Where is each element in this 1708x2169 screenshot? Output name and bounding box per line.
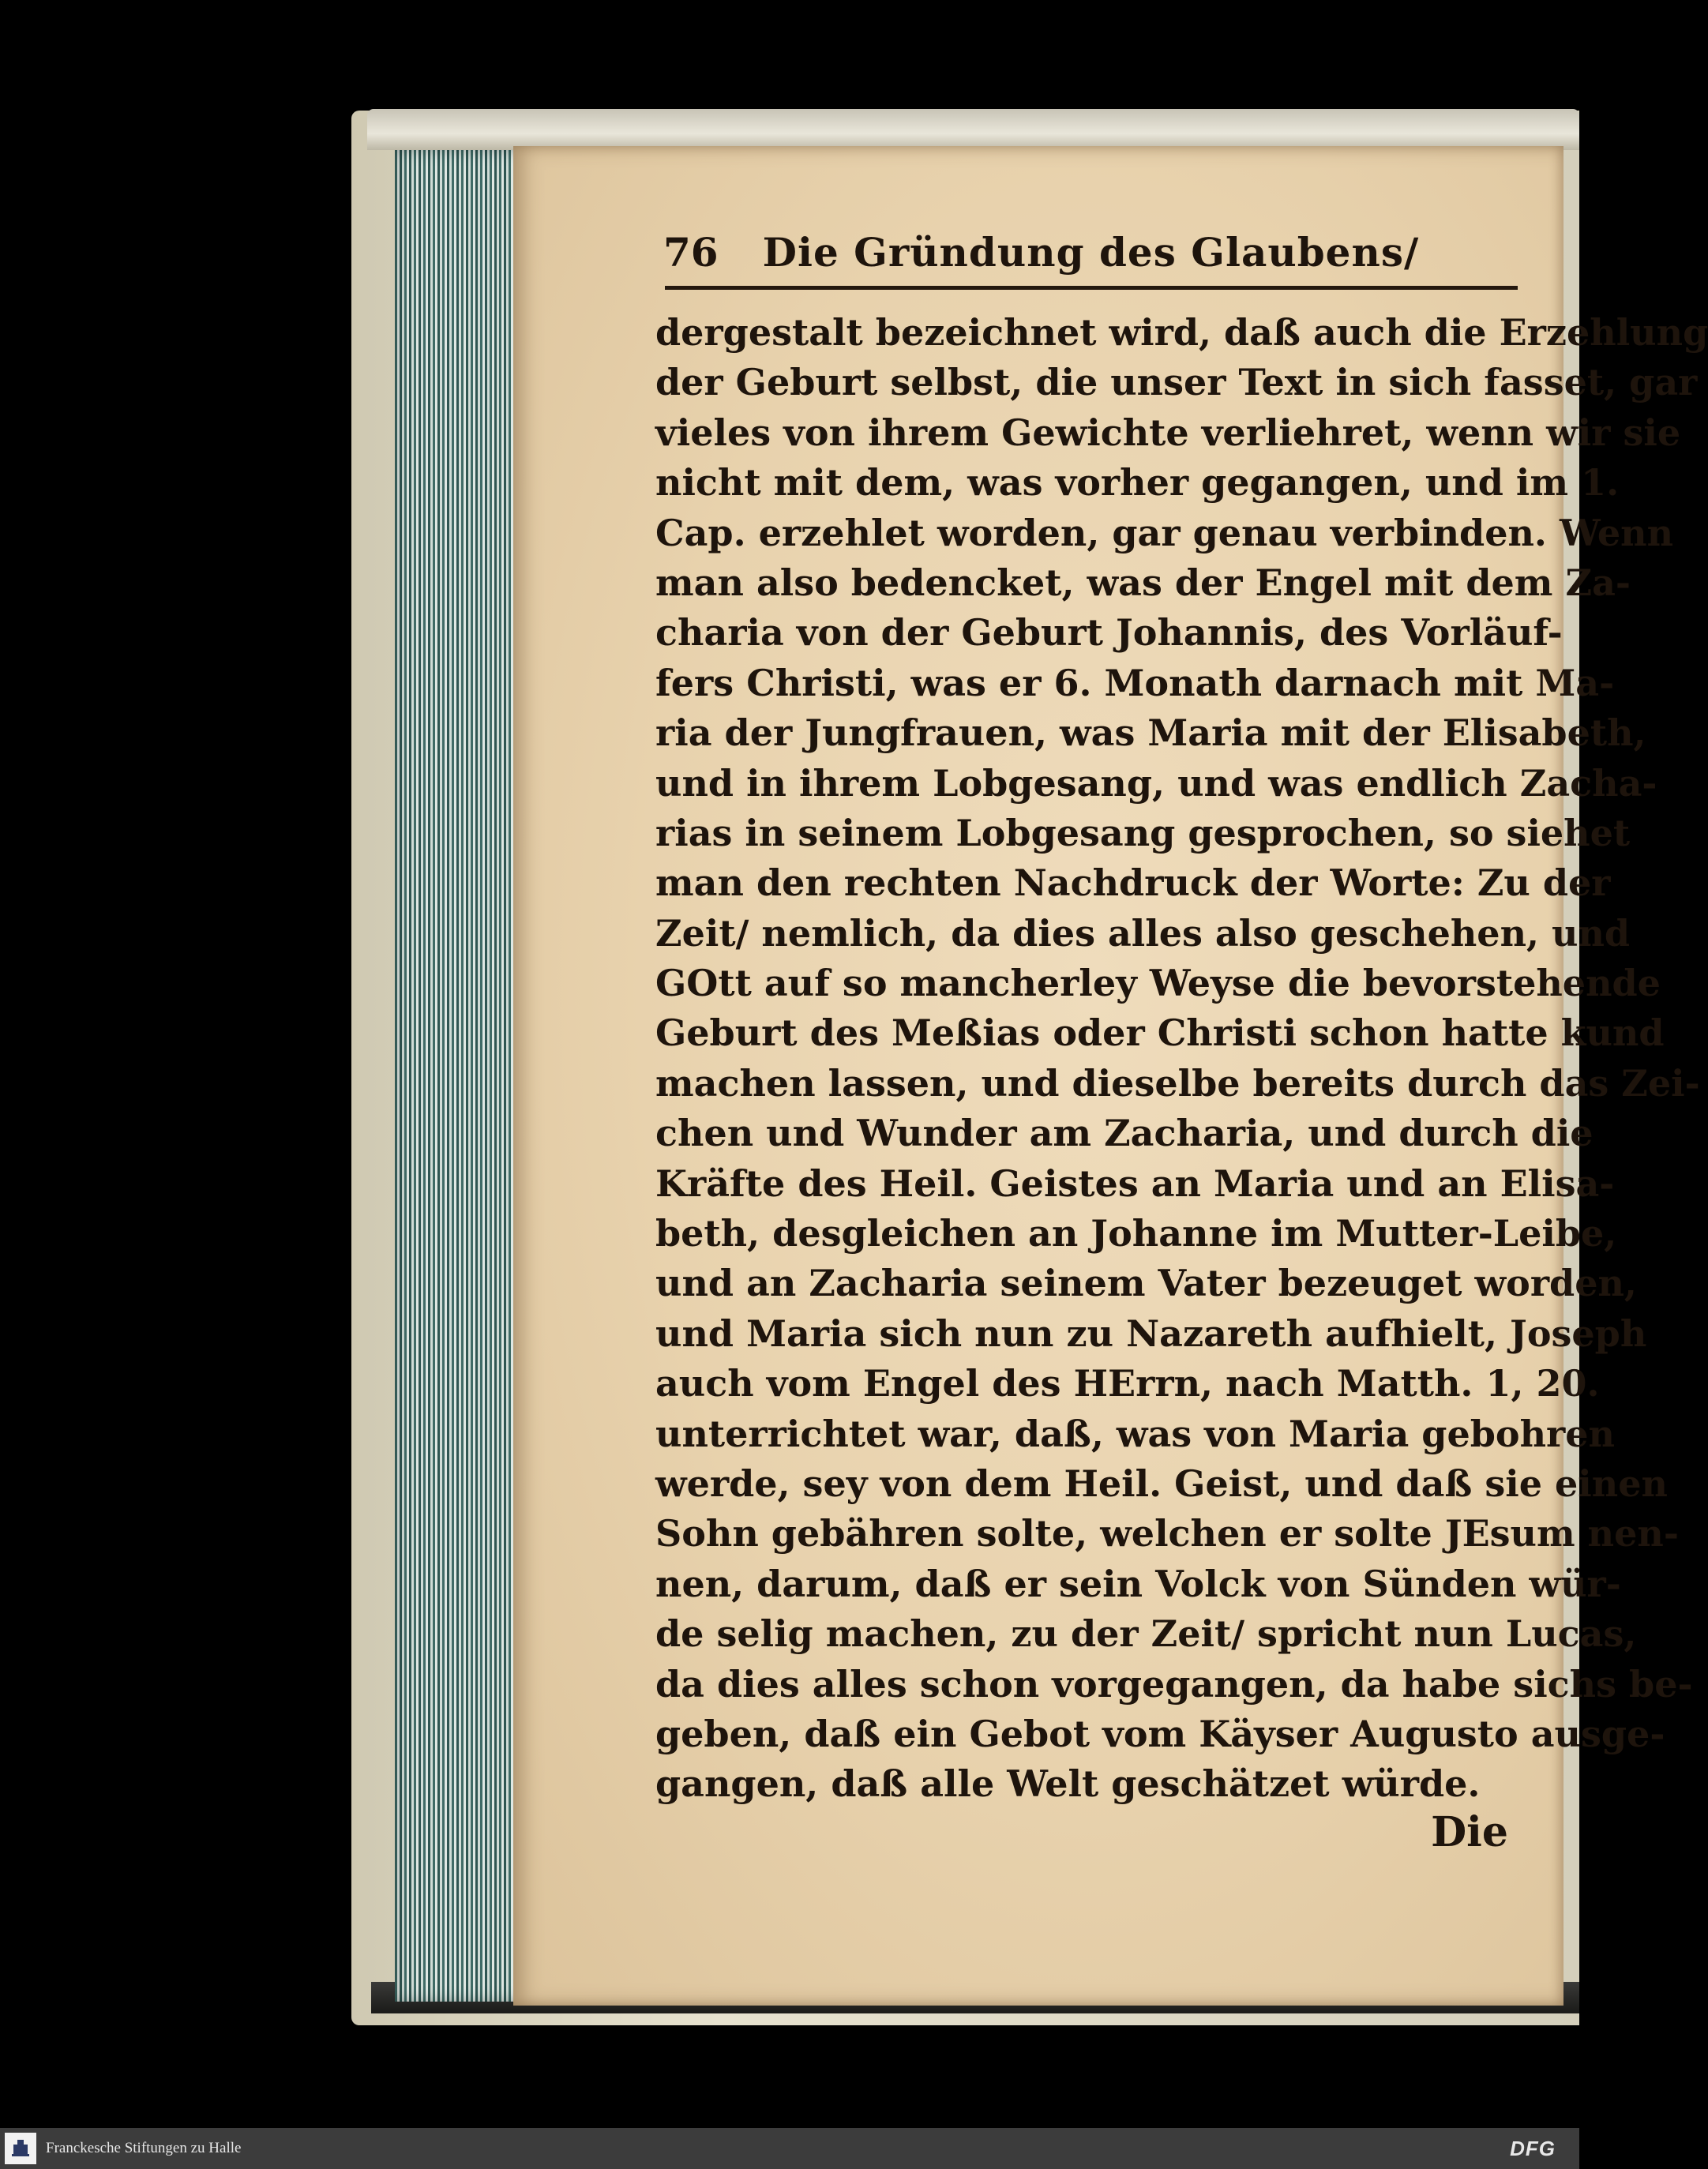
text-line: beth, desgleichen an Johanne im Mutter-Leibe, [655, 1212, 1617, 1255]
text-line: ria der Jungfrauen, was Maria mit der Elisabeth, [655, 711, 1646, 755]
text-line: der Geburt selbst, die unser Text in sich fasset, gar [655, 361, 1698, 404]
text-line: werde, sey von dem Heil. Geist, und daß sie einen [655, 1462, 1668, 1505]
text-line: vieles von ihrem Gewichte verliehret, wenn wir sie [655, 411, 1681, 454]
text-line: GOtt auf so mancherley Weyse die bevorstehende [655, 962, 1661, 1005]
library-logo-icon [5, 2133, 36, 2164]
text-line: de selig machen, zu der Zeit/ spricht nun Lucas, [655, 1612, 1637, 1656]
text-line: Zeit/ nemlich, da dies alles also geschehen, und [655, 911, 1631, 955]
library-name: Franckesche Stiftungen zu Halle [46, 2140, 242, 2156]
text-line: charia von der Geburt Johannis, des Vorläuf- [655, 611, 1563, 655]
text-line: machen lassen, und dieselbe bereits durch das Zei- [655, 1061, 1700, 1105]
text-line: nen, darum, daß er sein Volck von Sünden wür- [655, 1562, 1621, 1605]
running-head-title: Die Gründung des Glaubens/ [762, 229, 1420, 276]
text-line: auch vom Engel des HErrn, nach Matth. 1, 20. [655, 1362, 1600, 1405]
text-line: man also bedencket, was der Engel mit dem Za- [655, 561, 1631, 604]
running-head [663, 229, 1516, 284]
text-line: rias in seinem Lobgesang gesprochen, so siehet [655, 811, 1631, 854]
text-line-last: gangen, daß alle Welt geschätzet würde. [655, 1762, 1481, 1806]
text-line: Kräfte des Heil. Geistes an Maria und an Elisa- [655, 1161, 1615, 1205]
text-line: und Maria sich nun zu Nazareth aufhielt, Joseph [655, 1312, 1647, 1355]
text-line: da dies alles schon vorgegangen, da habe sichs be- [655, 1662, 1693, 1706]
footer-bar [0, 2128, 1579, 2169]
body-text [655, 308, 1708, 1810]
text-line: und an Zacharia seinem Vater bezeuget worden, [655, 1262, 1637, 1305]
page-number: 76 [663, 229, 719, 276]
text-line: unterrichtet war, daß, was von Maria gebohren [655, 1412, 1615, 1455]
text-line: und in ihrem Lobgesang, und was endlich Zacha- [655, 761, 1657, 805]
text-line: nicht mit dem, was vorher gegangen, und im 1. [655, 461, 1620, 505]
book-top-edge [367, 109, 1579, 150]
text-line: Sohn gebähren solte, welchen er solte JEsum nen- [655, 1512, 1679, 1555]
text-line: Geburt des Meßias oder Christi schon hatte kund [655, 1011, 1665, 1055]
text-line: dergestalt bezeichnet wird, daß auch die Erzehlung [655, 311, 1708, 354]
text-line: man den rechten Nachdruck der Worte: Zu der [655, 861, 1611, 905]
text-line: chen und Wunder am Zacharia, und durch die [655, 1112, 1594, 1155]
text-line: fers Christi, was er 6. Monath darnach mit Ma- [655, 661, 1615, 704]
text-line: Cap. erzehlet worden, gar genau verbinden. Wenn [655, 511, 1674, 554]
header-rule [665, 286, 1518, 290]
catchword: Die [1431, 1808, 1508, 1856]
text-line: geben, daß ein Gebot vom Käyser Augusto ausge- [655, 1712, 1665, 1755]
dfg-logo: DFG [1510, 2136, 1556, 2160]
